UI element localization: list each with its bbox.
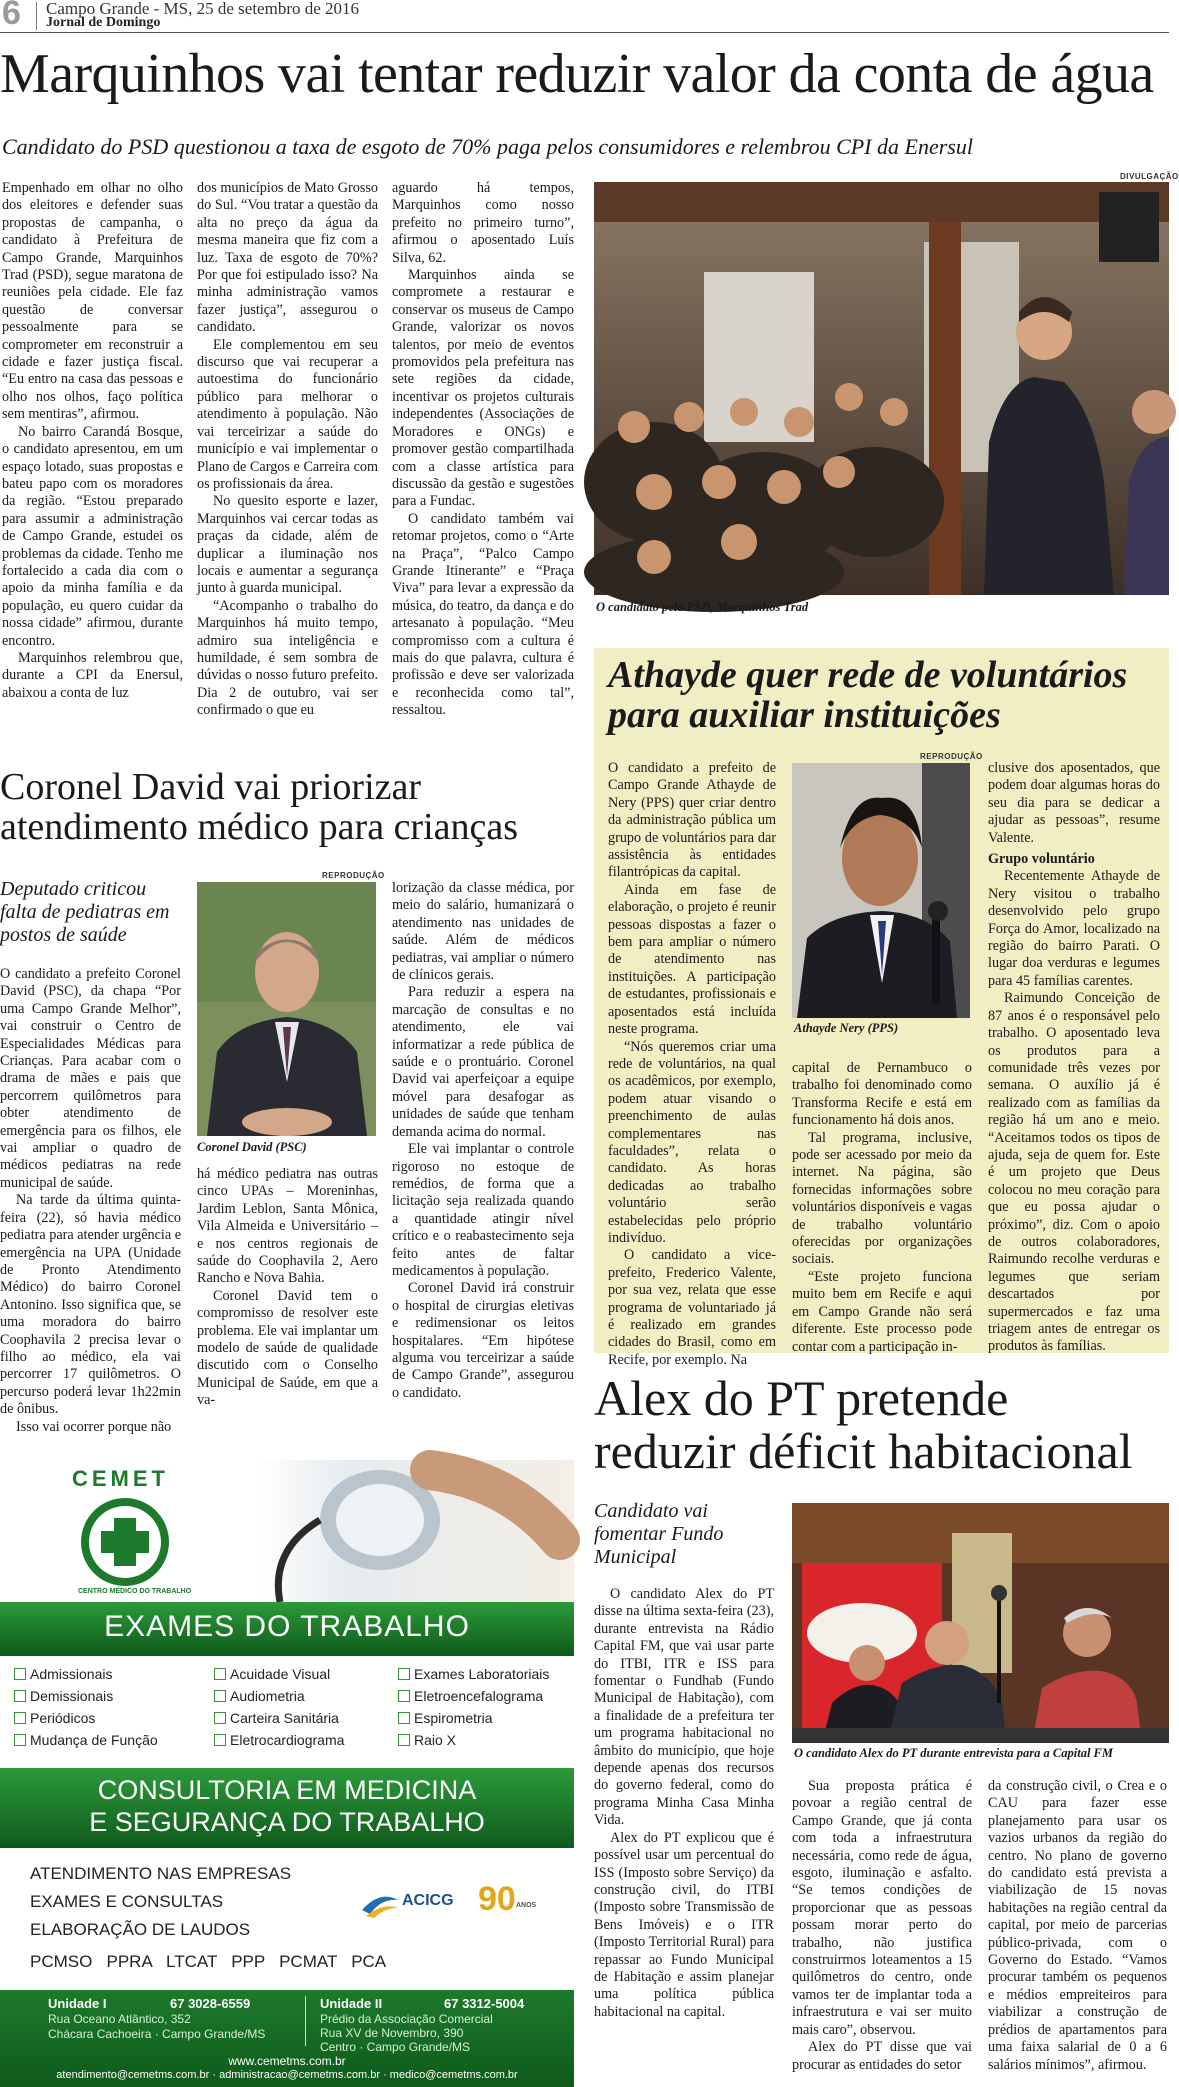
paragraph: Alex do PT explicou que é possível usar um percentual do ISS (Imposto sobre Serviço) da construção civil, do ITBI (Imposto sobre Transmissão de Bens Imóveis) e o ITR (Imposto Territorial Rural) para repassar ao Fundo Municipal de Habitação e assim planejar uma política pública habitacional na capital. [594, 1829, 774, 2020]
paragraph: O candidato a vice-prefeito, Frederico Valente, por sua vez, relata que esse programa de voluntariado já é realizado em grandes cidades do Brasil, como em Recife, por exemplo. Na [608, 1247, 776, 1368]
paragraph: Recentemente Athayde de Nery visitou o trabalho desenvolvido pelo grupo Força do Amor, localizado na região do bairro Parati. O lugar doa verduras e legumes para 45 famílias carentes. [988, 868, 1160, 989]
ad-website: www.cemetms.com.br [228, 2054, 346, 2068]
checkbox-icon [14, 1690, 26, 1702]
photo-caption: Athayde Nery (PPS) [794, 1021, 899, 1035]
unit2-address: Centro · Campo Grande/MS [320, 2040, 471, 2054]
paragraph: Isso vai ocorrer porque não [16, 1418, 172, 1435]
paragraph: clusive dos aposentados, que podem doar algumas horas do seu dia para se dedicar a ajudar as pessoas”, resume Valente. [988, 760, 1160, 846]
article1-headline: Marquinhos vai tentar reduzir valor da conta de água [0, 43, 1154, 105]
article4-headline [594, 1372, 1133, 1477]
page-header [0, 0, 1169, 33]
paragraph: Ainda em fase de elaboração, o projeto é reunir pessoas dispostas a fazer o bem para ampliar o número de atendimento nas instituições. A participação de estudantes, profissionais e aposentados está incluída neste programa. [608, 881, 776, 1038]
ad-hero [0, 1460, 574, 1602]
paragraph: O candidato Alex do PT disse na última sexta-feira (23), durante entrevista na Rádio Capital FM, que vai usar parte do ITBI, ITR e ISS para fomentar o Fundhab (Fundo Municipal de Habitação), com a finalidade de a prefeitura ter um programa habitacional no âmbito do município, que hoje depende apenas dos recursos do governo federal, como do programa Minha Casa Minha Vida. [594, 1586, 774, 1829]
article4-subhead: Candidato vai fomentar Fundo Municipal [594, 1500, 724, 1568]
program-list: PCMSO PPRA LTCAT PPP PCMAT PCA [30, 1952, 387, 1971]
checkbox-icon [214, 1712, 226, 1724]
checkbox-icon [398, 1712, 410, 1724]
consulting-line: E SEGURANÇA DO TRABALHO [89, 1807, 485, 1837]
service-item: ELABORAÇÃO DE LAUDOS [30, 1920, 251, 1939]
ad-band-exams [0, 1602, 574, 1656]
paragraph: O candidato também vai retomar projetos, como o “Arte na Praça”, “Palco Campo Grande Itinerante” e “Praça Viva” para levar a expressão da música, do teatro, da dança e do artesanato à população. “Meu compromisso com a cultura é mais do que palavra, cultura é profissão e deve ser valorizada e reconhecida como tal”, ressaltou. [392, 510, 574, 719]
ad-band-consulting [0, 1768, 574, 1848]
paragraph: No bairro Carandá Bosque, o candidato apresentou, em um espaço lotado, suas propostas e bateu papo com os moradores da região. “Estou preparado para assumir a administração de Campo Grande, estudei os problemas da cidade. Tenho me fortalecido a cada dia com o apoio da minha família e da população, eu quero cuidar da nossa cidade” afirmou, durante encontro. [2, 423, 183, 649]
service-item: ATENDIMENTO NAS EMPRESAS [30, 1864, 292, 1883]
paragraph: Empenhado em olhar no olho dos eleitores e defender suas propostas de campanha, o candidato à Prefeitura de Campo Grande, Marquinhos Trad (PSD), segue maratona de reuniões pela cidade. Ele faz questão de conversar pessoalmente para se comprometer em reconstruir a cidade e fazer justiça fiscal. “Eu entro na casa das pessoas e olho nos olhos, faço política sem mentiras”, afirmou. [2, 180, 183, 423]
article3-column-1 [608, 760, 776, 1368]
photo-credit: REPRODUÇÃO [920, 752, 983, 761]
paragraph: Coronel David irá construir o hospital de cirurgias eletivas e redimensionar os leitos hospitalares. “Em hipótese alguma vou terceirizar a saúde de Campo Grande”, assegurou o candidato. [392, 1280, 574, 1401]
photo-caption: Coronel David (PSC) [197, 1140, 307, 1154]
paragraph: Tal programa, inclusive, pode ser acessado por meio da internet. Na página, são fornecidas informações sobre voluntários disponíveis e vagas de trabalho voluntário oferecidas por organizações sociais. [792, 1129, 972, 1268]
paragraph: Ele complementou em seu discurso que vai recuperar a autoestima do funcionário público para melhorar o atendimento à população. Não vai terceirizar a saúde do município e vai implementar o Plano de Cargos e Carreira com os profissionais da área. [197, 336, 378, 492]
article2-column-1 [0, 966, 181, 1435]
consulting-line: CONSULTORIA EM MEDICINA [97, 1775, 477, 1805]
headline-line: atendimento médico para crianças [0, 805, 519, 848]
acicg-logo [360, 1880, 550, 1928]
unit1-title: Unidade I [48, 1996, 107, 2011]
article3-column-3 [988, 760, 1160, 1355]
acicg-years: 90 [478, 1880, 516, 1918]
paragraph: O candidato a prefeito de Campo Grande Athayde de Nery (PPS) quer criar dentro da administração pública um grupo de voluntários para dar assistência às entidades filantrópicas da capital. [608, 760, 776, 881]
headline-line: Alex do PT pretende [594, 1370, 1009, 1426]
paragraph: Sua proposta prática é povoar a região central de Campo Grande, que já conta com toda a infraestrutura necessária, como rede de água, esgoto, iluminação e asfalto. “Se temos condições de proporcionar que as pessoas possam morar perto do trabalho, não justifica construirmos loteamentos a 15 quilômetros do centro, onde vamos ter de implantar toda a infraestrutura e vai ser muito mais caro”, observou. [792, 1778, 972, 2038]
footer-divider [305, 1996, 306, 2046]
headline-line: reduzir déficit habitacional [594, 1422, 1133, 1479]
acicg-anos: ANOS [516, 1902, 537, 1909]
paragraph: “Nós queremos criar uma rede de voluntários, na qual os acadêmicos, por exemplo, podem atuar visando o preenchimento de aulas complementares nas faculdades”, relata o candidato. As horas dedicadas ao trabalho voluntário serão estabelecidas pelo próprio indivíduo. [608, 1038, 776, 1246]
headline-line: para auxiliar instituições [608, 693, 1001, 736]
paragraph: Ele vai implantar o controle rigoroso no estoque de remédios, de forma que a licitação seja realizada quando a quantidade atingir nível crítico e o reabastecimento seja feito antes de faltar medicamentos à população. [392, 1141, 574, 1279]
exam-item: Acuidade Visual [214, 1666, 330, 1682]
ad-band-consulting-title [0, 1774, 574, 1838]
article1-column-2 [197, 180, 378, 740]
exam-item: Mudança de Função [14, 1732, 158, 1748]
paragraph: Na tarde da última quinta-feira (22), só havia médico pediatra para atender urgência e emergência na UPA (Unidade de Pronto Atendimento Médico) do bairro Coronel Antonino. Isso significa que, se uma moradora do bairro Coophavila 2 precisa levar o filho ao médico, ela vai percorrer 17 quilômetros. O percurso poderá levar 1h22min de ônibus. [0, 1192, 181, 1418]
exam-item: Audiometria [214, 1688, 305, 1704]
unit2-address: Rua XV de Novembro, 390 [320, 2026, 464, 2040]
exam-item: Admissionais [14, 1666, 112, 1682]
ad-services [0, 1848, 574, 1990]
exam-item: Espirometria [398, 1710, 493, 1726]
article2-subhead: Deputado criticou falta de pediatras em postos de saúde [0, 878, 170, 946]
coronel-david-photo [197, 882, 376, 1136]
article1-subhead: Candidato do PSD questionou a taxa de esgoto de 70% paga pelos consumidores e relembrou CPI da Enersul [2, 134, 973, 159]
ad-band-exams-title: EXAMES DO TRABALHO [104, 1610, 470, 1643]
newspaper-name: Jornal de Domingo [46, 15, 161, 30]
article4-column-2 [792, 1778, 972, 2087]
page-number: 6 [2, 0, 21, 32]
checkbox-icon [14, 1712, 26, 1724]
checkbox-icon [14, 1734, 26, 1746]
paragraph: “Este projeto funciona muito bem em Recife e aqui em Campo Grande não será diferente. Este processo pode contar com a participação in- [792, 1268, 972, 1355]
checkbox-icon [214, 1668, 226, 1680]
photo-credit: REPRODUÇÃO [322, 871, 385, 880]
dateline: Campo Grande - MS, 25 de setembro de 2016 [46, 0, 360, 18]
article2-headline [0, 768, 518, 848]
exam-item: Demissionais [14, 1688, 113, 1704]
paragraph: No quesito esporte e lazer, Marquinhos vai cercar todas as praças da cidade, além de duplicar a iluminação nos locais e aumentar a segurança junto à guarda municipal. [197, 493, 378, 597]
paragraph: lorização da classe médica, por meio do salário, humanizará o atendimento nas unidades de saúde. Além de médicos pediatras, vai ampliar o número de clínicos gerais. [392, 880, 574, 984]
paragraph: Marquinhos relembrou que, durante a CPI da Enersul, abaixou a conta de luz [2, 649, 183, 701]
headline-line: Coronel David vai priorizar [0, 766, 422, 808]
unit1-phone: 67 3028-6559 [170, 1996, 251, 2011]
exam-item: Raio X [398, 1732, 456, 1748]
article1-column-3 [392, 180, 574, 740]
ad-exam-list [0, 1656, 574, 1766]
exam-item: Periódicos [14, 1710, 95, 1726]
paragraph: há médico pediatra nas outras cinco UPAs – Moreninhas, Jardim Leblon, Santa Mônica, Vila Almeida e Universitário – e nos centros regionais de saúde do Coophavila 2, Aero Rancho e Nova Bahia. [197, 1166, 378, 1287]
paragraph: O candidato a prefeito Coronel David (PSC), da chapa “Por uma Campo Grande Melhor”, vai construir o Centro de Especialidades Médicas para Crianças. Para acabar com o drama de mães e pais que percorrem quilômetros para obter atendimento de emergência para os filhos, ele vai ampliar o quadro de médicos pediatras na rede municipal de saúde. [0, 966, 181, 1191]
headline-line: Athayde quer rede de voluntários [608, 654, 1128, 696]
athayde-photo [792, 763, 970, 1018]
checkbox-icon [398, 1668, 410, 1680]
checkbox-icon [398, 1690, 410, 1702]
ad-emails: atendimento@cemetms.com.br · administracao@cemetms.com.br · medico@cemetms.com.br [56, 2069, 518, 2081]
exam-item: Eletroencefalograma [398, 1688, 543, 1704]
checkbox-icon [398, 1734, 410, 1746]
alex-radio-photo [792, 1503, 1169, 1743]
cemet-advertisement [0, 1460, 574, 2087]
paragraph: Marquinhos ainda se compromete a restaurar e conservar os museus de Campo Grande, valorizar os novos talentos, por meio de eventos promovidos pela prefeitura nas sete regiões da cidade, incentivar os projetos culturais independentes (Associações de Moradores e ONGs) e promover gestão compartilhada com a classe artística para discussão da gestão e sugestões para a Fundac. [392, 267, 574, 510]
photo-caption: O candidato pelo PSD, Marquinhos Trad [596, 600, 809, 614]
paragraph: Raimundo Conceição de 87 anos é o responsável pelo trabalho. O aposentado leva os produtos para a comunidade três vezes por semana. O auxílio já é realizado com as famílias da região há um ano e meio. “Aceitamos todos os tipos de ajuda, seja de quem for. Este é um projeto que Deus colocou no meu coração para que eu possa ajudar o próximo”, diz. Com o apoio de outros colaboradores, Raimundo recolhe verduras e legumes que seriam descartados por supermercados e faz uma triagem antes de entregar os produtos às famílias. [988, 990, 1160, 1355]
article2-column-3 [392, 880, 574, 1420]
exam-item: Exames Laboratoriais [398, 1666, 549, 1682]
exam-item: Eletrocardiograma [214, 1732, 344, 1748]
photo-caption: O candidato Alex do PT durante entrevista para a Capital FM [794, 1746, 1113, 1760]
marquinhos-photo [594, 182, 1169, 595]
stethoscope-icon [260, 1460, 574, 1602]
article4-column-1 [594, 1586, 774, 2087]
article4-column-3 [988, 1778, 1167, 2087]
article3-column-2 [792, 1060, 972, 1355]
paragraph: Para reduzir a espera na marcação de consultas e no atendimento, ele vai informatizar a rede pública de saúde e o prontuário. Coronel David vai aperfeiçoar a equipe móvel para desafogar as unidades de saúde que tenham demanda acima do normal. [392, 984, 574, 1140]
acicg-logo-icon [360, 1890, 400, 1920]
article2-column-2 [197, 1166, 378, 1416]
ad-footer [0, 1990, 574, 2087]
photo-credit: DIVULGAÇÃO [1120, 172, 1179, 181]
unit2-phone: 67 3312-5004 [444, 1996, 525, 2011]
paragraph: dos municípios de Mato Grosso do Sul. “Vou tratar a questão da alta no preço da água da mesma maneira que fiz com a luz. Taxa de esgoto de 70%? Por que foi estipulado isso? Na minha administração vamos fazer justiça”, assegurou o candidato. [197, 180, 378, 336]
unit1-address: Chácara Cachoeira · Campo Grande/MS [48, 2027, 266, 2041]
paragraph: capital de Pernambuco o trabalho foi denominado como Transforma Recife e está em funcionamento há dois anos. [792, 1060, 972, 1129]
article1-column-1 [2, 180, 183, 740]
checkbox-icon [214, 1734, 226, 1746]
checkbox-icon [214, 1690, 226, 1702]
paragraph: da construção civil, o Crea e o CAU para fazer esse planejamento para usar os vazios urbanos da região do centro. No plano de governo do candidato está prevista a viabilização de 15 novas habitações na região central da capital, por meio de parcerias público-privada, com o Governo do Estado. “Vamos procurar também os pequenos e médios empreiteiros para viabilizar a construção de prédios de apartamentos para uma faixa salarial de 0 a 6 salários mínimos”, afirmou. [988, 1778, 1167, 2073]
cemet-logo-subtext: CENTRO MÉDICO DO TRABALHO [78, 1588, 192, 1595]
cemet-logo-text: CEMET [72, 1466, 169, 1491]
unit2-title: Unidade II [320, 1996, 383, 2011]
paragraph: Alex do PT disse que vai procurar as entidades do setor [792, 2039, 972, 2073]
paragraph: aguardo há tempos, Marquinhos como nosso prefeito no primeiro turno”, afirmou o aposentado Luís Silva, 62. [392, 180, 574, 266]
unit1-address: Rua Oceano Atlântico, 352 [48, 2012, 191, 2026]
section-subtitle: Grupo voluntário [988, 851, 1095, 868]
paragraph: Coronel David tem o compromisso de resolver este problema. Ele vai implantar um modelo de saúde de qualidade discutido com o Conselho Municipal de Saúde, em que a va- [197, 1287, 378, 1409]
unit2-address: Prédio da Associação Comercial [320, 2012, 493, 2026]
article3-headline [608, 656, 1127, 736]
service-item: EXAMES E CONSULTAS [30, 1892, 224, 1911]
paragraph: “Acompanho o trabalho do Marquinhos há muito tempo, admiro sua inteligência e humildade, é sem sombra de dúvidas o nosso futuro prefeito. Dia 2 de outubro, vai ser confirmado o que eu [197, 597, 378, 719]
checkbox-icon [14, 1668, 26, 1680]
header-divider [36, 2, 37, 30]
exam-item: Carteira Sanitária [214, 1710, 339, 1726]
acicg-text: ACICG [402, 1892, 454, 1909]
